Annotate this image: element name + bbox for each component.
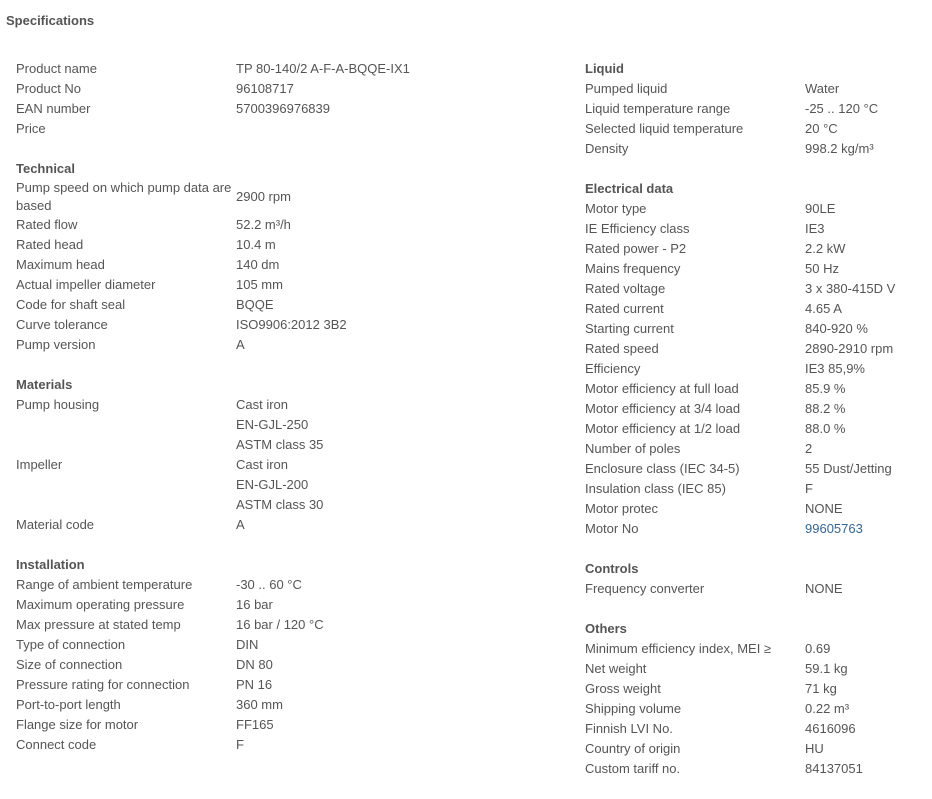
spec-label: Rated flow	[16, 217, 78, 232]
spec-row-selected-liquid-temperature	[585, 119, 925, 139]
spec-value: Cast iron	[236, 457, 289, 472]
spec-label: Code for shaft seal	[16, 297, 126, 312]
spec-label: Motor efficiency at 3/4 load	[585, 401, 741, 416]
spec-label: Custom tariff no.	[585, 761, 681, 776]
spec-label: Product name	[16, 61, 97, 76]
spec-row-custom-tariff-no	[585, 759, 925, 779]
spec-value: 140 dm	[236, 257, 280, 272]
spec-row-pressure-rating-for-connection	[16, 675, 576, 695]
spec-row-motor-efficiency-at-3-4-load	[585, 399, 925, 419]
spec-value: FF165	[236, 717, 274, 732]
spec-row-starting-current	[585, 319, 925, 339]
section-technical	[16, 159, 576, 355]
spec-value: NONE	[805, 501, 843, 516]
spec-value: PN 16	[236, 677, 273, 692]
spec-value-list	[236, 395, 323, 455]
spec-value: 55 Dust/Jetting	[805, 461, 892, 476]
spec-label: Flange size for motor	[16, 717, 139, 732]
spec-row-pump-housing	[16, 395, 576, 455]
spec-value: IE3	[805, 221, 825, 236]
spec-label: Net weight	[585, 661, 647, 676]
spec-value: 71 kg	[805, 681, 837, 696]
spec-label: Pump speed on which pump data are based	[16, 180, 232, 213]
spec-value: -30 .. 60 °C	[236, 577, 302, 592]
spec-row-rated-power-p2	[585, 239, 925, 259]
spec-label: Curve tolerance	[16, 317, 108, 332]
section-title: Controls	[585, 561, 639, 576]
spec-label: Selected liquid temperature	[585, 121, 744, 136]
spec-label: Pump version	[16, 337, 96, 352]
spec-row-impeller	[16, 455, 576, 515]
spec-label: Mains frequency	[585, 261, 681, 276]
spec-label: Frequency converter	[585, 581, 705, 596]
spec-label: Pump housing	[16, 397, 100, 412]
spec-row-gross-weight	[585, 679, 925, 699]
spec-row-maximum-operating-pressure	[16, 595, 576, 615]
spec-label: Starting current	[585, 321, 674, 336]
spec-label: Finnish LVI No.	[585, 721, 673, 736]
spec-value: A	[236, 337, 245, 352]
section-general	[16, 59, 576, 139]
spec-value: Water	[805, 81, 840, 96]
spec-value: 84137051	[805, 761, 863, 776]
spec-row-actual-impeller-diameter	[16, 275, 576, 295]
spec-row-price	[16, 119, 576, 139]
spec-value: A	[236, 517, 245, 532]
spec-label: Actual impeller diameter	[16, 277, 156, 292]
spec-value: 2900 rpm	[236, 189, 291, 204]
spec-value: 90LE	[805, 201, 836, 216]
spec-row-product-no	[16, 79, 576, 99]
spec-label: Motor No	[585, 521, 639, 536]
spec-value: NONE	[805, 581, 843, 596]
spec-row-size-of-connection	[16, 655, 576, 675]
spec-row-connect-code	[16, 735, 576, 755]
section-electrical-data	[585, 179, 925, 539]
section-controls	[585, 559, 925, 599]
spec-value: 5700396976839	[236, 101, 330, 116]
spec-label: Minimum efficiency index, MEI ≥	[585, 641, 772, 656]
spec-row-material-code	[16, 515, 576, 535]
spec-value: 2	[805, 441, 813, 456]
spec-row-rated-voltage	[585, 279, 925, 299]
spec-row-curve-tolerance	[16, 315, 576, 335]
spec-label: Rated head	[16, 237, 84, 252]
spec-row-motor-protec	[585, 499, 925, 519]
spec-value: ASTM class 30	[236, 497, 324, 512]
spec-row-liquid-temperature-range	[585, 99, 925, 119]
spec-row-density	[585, 139, 925, 159]
spec-row-enclosure-class-iec-34-5	[585, 459, 925, 479]
spec-label: Rated voltage	[585, 281, 666, 296]
spec-row-rated-current	[585, 299, 925, 319]
spec-value: 4616096	[805, 721, 856, 736]
spec-row-insulation-class-iec-85	[585, 479, 925, 499]
spec-value: 2.2 kW	[805, 241, 846, 256]
spec-value-link[interactable]: 99605763	[805, 521, 863, 536]
spec-value: DIN	[236, 637, 259, 652]
spec-label: Motor efficiency at 1/2 load	[585, 421, 741, 436]
section-others	[585, 619, 925, 779]
spec-label: Impeller	[16, 457, 63, 472]
spec-value-list	[236, 455, 323, 515]
spec-value: IE3 85,9%	[805, 361, 865, 376]
spec-value: 0.69	[805, 641, 831, 656]
spec-row-finnish-lvi-no	[585, 719, 925, 739]
spec-label: Country of origin	[585, 741, 681, 756]
spec-label: Efficiency	[585, 361, 641, 376]
spec-row-motor-efficiency-at-1-2-load	[585, 419, 925, 439]
spec-row-rated-head	[16, 235, 576, 255]
spec-row-type-of-connection	[16, 635, 576, 655]
spec-label: Connect code	[16, 737, 97, 752]
spec-value: 3 x 380-415D V	[805, 281, 896, 296]
spec-value: -25 .. 120 °C	[805, 101, 879, 116]
spec-label: Pumped liquid	[585, 81, 668, 96]
spec-value: 52.2 m³/h	[236, 217, 291, 232]
spec-row-max-pressure-at-stated-temp	[16, 615, 576, 635]
spec-value: 88.0 %	[805, 421, 846, 436]
section-installation	[16, 555, 576, 755]
spec-value: 59.1 kg	[805, 661, 848, 676]
spec-row-frequency-converter	[585, 579, 925, 599]
spec-value: BQQE	[236, 297, 274, 312]
spec-row-minimum-efficiency-index-mei	[585, 639, 925, 659]
spec-row-flange-size-for-motor	[16, 715, 576, 735]
spec-label: Maximum head	[16, 257, 105, 272]
spec-row-shipping-volume	[585, 699, 925, 719]
spec-label: Enclosure class (IEC 34-5)	[585, 461, 740, 476]
spec-label: Number of poles	[585, 441, 681, 456]
spec-row-pumped-liquid	[585, 79, 925, 99]
spec-value: 16 bar / 120 °C	[236, 617, 324, 632]
spec-label: IE Efficiency class	[585, 221, 690, 236]
section-title: Others	[585, 621, 627, 636]
spec-row-rated-flow	[16, 215, 576, 235]
spec-row-pump-speed-on-which-pump-data-are-based	[16, 179, 576, 215]
spec-value: HU	[805, 741, 824, 756]
spec-label: Max pressure at stated temp	[16, 617, 181, 632]
spec-value: 88.2 %	[805, 401, 846, 416]
spec-value: 20 °C	[805, 121, 838, 136]
spec-row-efficiency	[585, 359, 925, 379]
spec-label: Price	[16, 121, 46, 136]
spec-label: Density	[585, 141, 629, 156]
right-column	[585, 59, 925, 799]
spec-value: 16 bar	[236, 597, 273, 612]
spec-row-maximum-head	[16, 255, 576, 275]
spec-label: Shipping volume	[585, 701, 682, 716]
spec-row-pump-version	[16, 335, 576, 355]
spec-label: Rated current	[585, 301, 664, 316]
page-title: Specifications	[6, 13, 95, 28]
spec-value: ISO9906:2012 3B2	[236, 317, 347, 332]
section-title: Electrical data	[585, 181, 674, 196]
spec-value: F	[236, 737, 244, 752]
spec-label: Rated power - P2	[585, 241, 687, 256]
section-title: Liquid	[585, 61, 624, 76]
spec-label: Product No	[16, 81, 82, 96]
spec-label: Range of ambient temperature	[16, 577, 193, 592]
spec-row-range-of-ambient-temperature	[16, 575, 576, 595]
spec-row-number-of-poles	[585, 439, 925, 459]
spec-value: 998.2 kg/m³	[805, 141, 874, 156]
spec-value: ASTM class 35	[236, 437, 324, 452]
spec-label: Motor protec	[585, 501, 658, 516]
spec-value: 50 Hz	[805, 261, 839, 276]
spec-label: Pressure rating for connection	[16, 677, 190, 692]
spec-row-code-for-shaft-seal	[16, 295, 576, 315]
spec-value: Cast iron	[236, 397, 289, 412]
spec-value: TP 80-140/2 A-F-A-BQQE-IX1	[236, 61, 410, 76]
spec-value: DN 80	[236, 657, 273, 672]
spec-value: 10.4 m	[236, 237, 276, 252]
spec-row-net-weight	[585, 659, 925, 679]
spec-value: EN-GJL-250	[236, 417, 309, 432]
spec-label: Type of connection	[16, 637, 126, 652]
spec-label: Liquid temperature range	[585, 101, 731, 116]
spec-row-mains-frequency	[585, 259, 925, 279]
section-materials	[16, 375, 576, 535]
spec-row-product-name	[16, 59, 576, 79]
spec-label: Gross weight	[585, 681, 661, 696]
spec-value: 0.22 m³	[805, 701, 850, 716]
spec-row-motor-type	[585, 199, 925, 219]
spec-value: 105 mm	[236, 277, 283, 292]
spec-label: Motor efficiency at full load	[585, 381, 739, 396]
spec-row-motor-efficiency-at-full-load	[585, 379, 925, 399]
spec-value: 360 mm	[236, 697, 283, 712]
spec-row-motor-no	[585, 519, 925, 539]
spec-label: Material code	[16, 517, 95, 532]
spec-row-ie-efficiency-class	[585, 219, 925, 239]
spec-label: Size of connection	[16, 657, 123, 672]
spec-label: Port-to-port length	[16, 697, 121, 712]
section-liquid	[585, 59, 925, 159]
section-title: Materials	[16, 377, 73, 392]
section-title: Installation	[16, 557, 85, 572]
spec-value: 96108717	[236, 81, 294, 96]
spec-row-port-to-port-length	[16, 695, 576, 715]
spec-value: 2890-2910 rpm	[805, 341, 894, 356]
spec-value: 840-920 %	[805, 321, 868, 336]
section-title: Technical	[16, 161, 76, 176]
spec-label: Insulation class (IEC 85)	[585, 481, 726, 496]
spec-label: Motor type	[585, 201, 647, 216]
spec-row-rated-speed	[585, 339, 925, 359]
spec-label: Rated speed	[585, 341, 659, 356]
spec-value: EN-GJL-200	[236, 477, 309, 492]
spec-label: EAN number	[16, 101, 91, 116]
spec-value: 4.65 A	[805, 301, 842, 316]
spec-value: F	[805, 481, 813, 496]
spec-label: Maximum operating pressure	[16, 597, 185, 612]
spec-row-country-of-origin	[585, 739, 925, 759]
spec-value: 85.9 %	[805, 381, 846, 396]
left-column	[16, 59, 576, 775]
spec-row-ean-number	[16, 99, 576, 119]
